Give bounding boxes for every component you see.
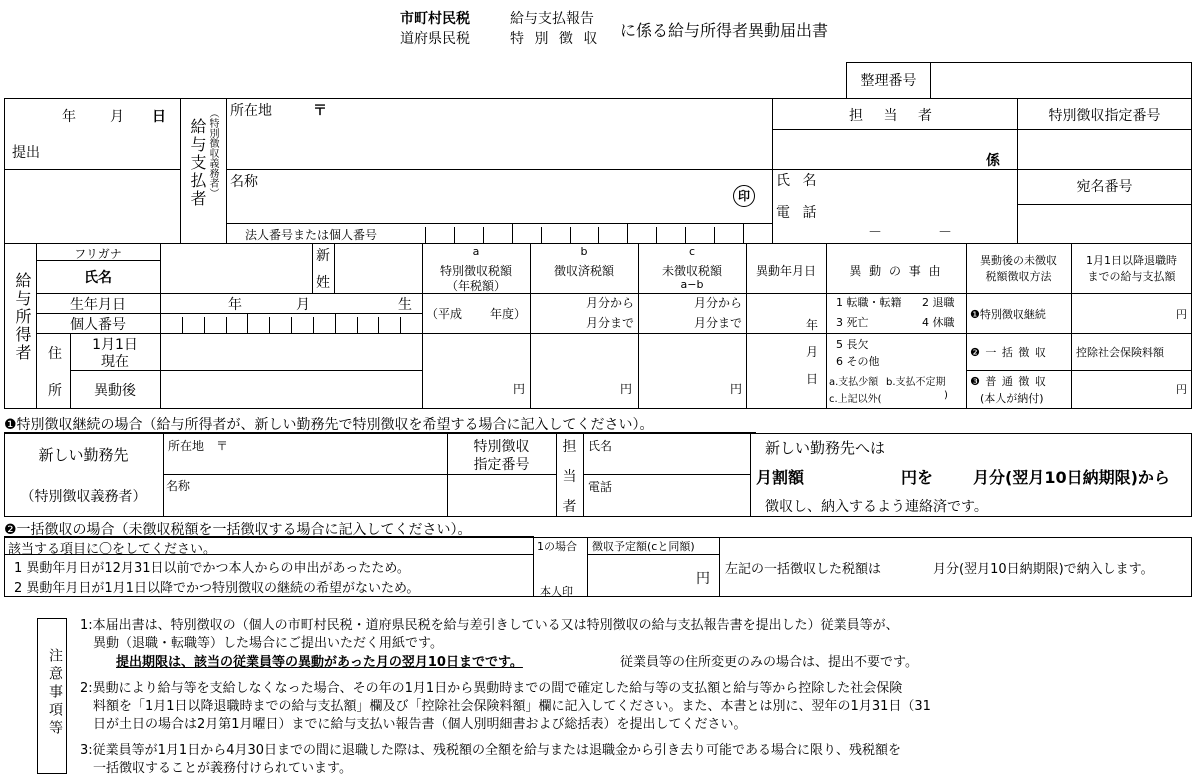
jiyu-5: 5 長欠 xyxy=(836,338,869,351)
digit-cell-divider xyxy=(269,317,270,333)
report-type-line1: 給与支払報告 xyxy=(510,11,594,27)
atena-label: 宛名番号 xyxy=(1076,179,1133,195)
birth-label: 生年月日 xyxy=(70,297,126,313)
divider xyxy=(334,243,335,293)
digit-cell-divider xyxy=(627,223,628,244)
jiyu-a: a.支払少額 xyxy=(829,377,879,388)
method-header-1: 異動後の未徴収 xyxy=(980,254,1057,267)
col-b-letter: b xyxy=(580,245,588,258)
digit-cell-divider xyxy=(291,317,292,333)
ido-month: 月 xyxy=(806,345,819,359)
kojin-label: 個人番号 xyxy=(70,317,126,333)
ju-label: 住 xyxy=(48,346,62,362)
sha-label: 者 xyxy=(562,499,577,515)
sho-label: 所 xyxy=(48,383,62,399)
kojin-number-cells[interactable] xyxy=(160,313,422,333)
idogo-label: 異動後 xyxy=(94,383,136,399)
digit-cell-divider xyxy=(378,317,379,333)
corp-number-cells[interactable] xyxy=(396,223,772,244)
digit-cell-divider xyxy=(425,227,426,244)
sei-label: 姓 xyxy=(316,275,330,291)
method-header-2: 税額徴収方法 xyxy=(985,270,1052,283)
digit-cell-divider xyxy=(313,317,314,333)
yotei-yen: 円 xyxy=(696,571,710,587)
section2-title: ❷一括徴収の場合（未徴収税額を一括徴収する場合に記入してください）。 xyxy=(4,522,472,538)
employee-vertical-label: 給与所得者 xyxy=(13,272,32,362)
kojo-label: 控除社会保険料額 xyxy=(1076,346,1164,359)
gimusha-label: （特別徴収義務者） xyxy=(20,489,147,505)
digit-cell-divider xyxy=(226,317,227,333)
tax-type-line1: 市町村民税 xyxy=(400,11,470,27)
payer-vertical-label: 給与支払者 xyxy=(188,118,207,208)
note-3a: 3:従業員等が1月1日から4月30日までの間に退職した際は、残税額の全額を給与または退職金から引き去り可能である場合に限り、残税額を xyxy=(80,743,902,758)
birth-year: 年 xyxy=(228,297,242,313)
section1-title: ❶特別徴収継続の場合（給与所得者が、新しい勤務先で特別徴収を希望する場合に記入してください）。 xyxy=(4,417,654,433)
note-2c: 日が土日の場合は2月第1月曜日）までに給与支払い報告書（個人別明細書および総括表）を提出してください。 xyxy=(93,717,747,732)
jiyu-1: 1 転職・転籍 xyxy=(836,296,902,309)
to-label: 当 xyxy=(562,469,577,485)
note-1c-deadline: 提出期限は、該当の従業員等の異動があった月の翌月10日までです。 xyxy=(116,655,523,670)
digit-cell-divider xyxy=(685,227,686,244)
digit-cell-divider xyxy=(512,223,513,244)
divider xyxy=(163,474,556,475)
contact-tel-label: 電 話 xyxy=(776,205,821,221)
new-address-label: 所在地 〒 xyxy=(168,439,229,453)
kojo-yen: 円 xyxy=(1176,383,1187,396)
submit-label: 提出 xyxy=(12,145,40,161)
digit-cell-divider xyxy=(454,227,455,244)
retire-header-1: 1月1日以降退職時 xyxy=(1086,254,1177,267)
divider xyxy=(966,333,1192,334)
contact-name-label: 氏 名 xyxy=(776,173,821,189)
jiyu-b: b.支払不定期 xyxy=(886,377,946,388)
note-3b: 一括徴収することが義務付けられています。 xyxy=(93,761,352,776)
divider xyxy=(226,169,772,170)
ikkatsu-item-2[interactable]: 2 異動年月日が1月1日以降でかつ特別徴収の継続の希望がないため。 xyxy=(14,581,420,596)
digit-cell-divider xyxy=(656,227,657,244)
col-c-to: 月分まで xyxy=(694,316,743,330)
honnin-in-label: 本人印 xyxy=(540,585,573,598)
col-b-title: 徴収済税額 xyxy=(553,264,614,278)
submit-year: 年 xyxy=(62,109,76,125)
col-a-nendo: 年度） xyxy=(490,307,527,321)
ikkatsu-note: 左記の一括徴収した税額は 月分(翌月10日納期限)で納入します。 xyxy=(725,562,1154,577)
note-1c-rest: 従業員等の住所変更のみの場合は、提出不要です。 xyxy=(620,655,918,670)
digit-cell-divider xyxy=(357,317,358,333)
note-1b: 異動（退職・転職等）した場合にご提出いただく用紙です。 xyxy=(93,636,443,651)
case1-label: 1の場合 xyxy=(537,540,577,553)
shin-label: 新 xyxy=(316,248,330,264)
contact-shimei: 氏名 xyxy=(588,439,613,453)
ido-day: 日 xyxy=(806,372,819,386)
jiyu-c-end: ) xyxy=(944,390,948,401)
note-2b: 料額を「1月1日以降退職時までの給与支払額」欄及び「控除社会保険料額」欄に記入してください。また、本書とは別に、翌年の1月31日（31 xyxy=(93,699,931,714)
jiyu-header: 異 動 の 事 由 xyxy=(849,264,943,278)
col-c-letter: c xyxy=(688,245,696,258)
digit-cell-divider xyxy=(598,227,599,244)
shitei-label-2: 指定番号 xyxy=(473,457,530,473)
kakari-label: 係 xyxy=(986,153,1000,169)
jiyu-4: 4 休職 xyxy=(922,316,955,329)
jiyu-c: c.上記以外( xyxy=(829,394,882,405)
divider xyxy=(312,243,313,293)
notice-from: 月分(翌月10日納期限)から xyxy=(973,468,1170,487)
genzai-label: 現在 xyxy=(101,354,129,370)
digit-cell-divider xyxy=(247,313,248,333)
divider xyxy=(583,433,584,517)
contact-denwa: 電話 xyxy=(588,480,613,494)
tel-dashes: － － xyxy=(868,225,952,241)
col-a-sub: （年税額） xyxy=(445,279,506,293)
shitei-label-1: 特別徴収 xyxy=(473,439,530,455)
jan1-label: 1月1日 xyxy=(92,337,138,353)
divider xyxy=(163,433,164,517)
divider xyxy=(583,474,750,475)
method-3-futsu[interactable]: ❸ 普 通 徴 収 xyxy=(970,375,1047,388)
digit-cell-divider xyxy=(743,223,744,244)
digit-cell-divider xyxy=(335,313,336,333)
ido-year: 年 xyxy=(806,318,819,332)
notice-line3: 徴収し、納入するよう連絡済です。 xyxy=(765,499,988,515)
notes-label: 注意事項等 xyxy=(47,648,63,738)
furigana-label: フリガナ xyxy=(74,247,122,261)
col-a-yen: 円 xyxy=(513,382,526,396)
retire-header-2: までの給与支払額 xyxy=(1087,270,1176,283)
digit-cell-divider xyxy=(570,227,571,244)
page-title: に係る給与所得者異動届出書 xyxy=(620,21,829,40)
new-name-label: 名称 xyxy=(166,479,191,493)
note-2a: 2:異動により給与等を支給しなくなった場合、その年の1月1日から異動時までの間で確定した給与等の支払額と給与等から控除した社会保険 xyxy=(80,681,903,696)
applicable-label: 該当する項目に〇をしてください。 xyxy=(8,542,217,557)
jiyu-6: 6 その他 xyxy=(836,355,880,368)
new-employer-label: 新しい勤務先 xyxy=(38,446,129,464)
divider xyxy=(772,129,1192,130)
payer-vertical-sub: （特別徴収義務者） xyxy=(207,108,218,198)
birth-month: 月 xyxy=(296,297,310,313)
tanto-label: 担 当 者 xyxy=(849,108,940,124)
seiri-number-label: 整理番号 xyxy=(860,73,917,89)
divider xyxy=(587,554,720,555)
address-label: 所在地 xyxy=(230,103,272,119)
report-type-line2: 特 別 徴 収 xyxy=(510,31,601,47)
col-c-yen: 円 xyxy=(730,382,743,396)
digit-cell-divider xyxy=(483,227,484,244)
ikkatsu-item-1[interactable]: 1 異動年月日が12月31日以前でかつ本人からの申出があったため。 xyxy=(14,561,410,576)
notice-tsukiwari: 月割額 xyxy=(756,468,805,487)
jiyu-2: 2 退職 xyxy=(922,296,955,309)
birth-umare: 生 xyxy=(398,297,412,313)
col-a-title: 特別徴収税額 xyxy=(439,264,512,278)
name-label: 氏名 xyxy=(84,270,112,286)
method-1-toku[interactable]: ❶特別徴収継続 xyxy=(970,308,1046,321)
digit-cell-divider xyxy=(400,317,401,333)
divider xyxy=(750,433,751,517)
payer-name-label: 名称 xyxy=(230,174,258,190)
note-1a: 1:本届出書は、特別徴収の（個人の市町村民税・道府県民税を給与差引きしている又は特別徴収の給与支払報告書を提出した）従業員等が、 xyxy=(80,618,899,633)
col-b-yen: 円 xyxy=(620,382,633,396)
method-2-ikkatsu[interactable]: ❷ 一 括 徴 収 xyxy=(970,346,1047,359)
method-3-sub: (本人が納付) xyxy=(980,392,1044,405)
tan-label: 担 xyxy=(562,439,577,455)
submit-day: 日 xyxy=(152,109,166,125)
digit-cell-divider xyxy=(714,227,715,244)
corp-number-label: 法人番号または個人番号 xyxy=(244,228,377,242)
jiyu-3: 3 死亡 xyxy=(836,316,869,329)
col-c-formula: a−b xyxy=(680,278,704,291)
col-a-letter: a xyxy=(472,245,480,258)
ido-date-label: 異動年月日 xyxy=(755,264,816,278)
col-c-from: 月分から xyxy=(694,296,743,310)
digit-cell-divider xyxy=(182,317,183,333)
tax-type-line2: 道府県民税 xyxy=(400,31,470,47)
seiri-number-field[interactable] xyxy=(930,62,1192,99)
divider xyxy=(1017,204,1192,205)
retire-yen: 円 xyxy=(1176,308,1187,321)
seal-mark: 印 xyxy=(733,185,755,207)
divider xyxy=(966,293,1192,294)
divider xyxy=(772,169,1192,170)
notice-line1: 新しい勤務先へは xyxy=(765,439,886,457)
divider xyxy=(180,98,181,244)
yotei-label: 徴収予定額(cと同額) xyxy=(592,540,695,553)
divider xyxy=(4,169,180,170)
col-b-from: 月分から xyxy=(586,296,635,310)
col-a-heisei: （平成 xyxy=(426,307,463,321)
notice-yen-wo: 円を xyxy=(901,468,934,487)
digit-cell-divider xyxy=(204,317,205,333)
digit-cell-divider xyxy=(541,227,542,244)
col-c-title: 未徴収税額 xyxy=(661,264,722,278)
toku-number-label: 特別徴収指定番号 xyxy=(1048,108,1161,124)
submit-month: 月 xyxy=(110,109,124,125)
col-b-to: 月分まで xyxy=(586,316,635,330)
divider xyxy=(966,370,1192,371)
postal-mark: 〒 xyxy=(313,103,327,119)
